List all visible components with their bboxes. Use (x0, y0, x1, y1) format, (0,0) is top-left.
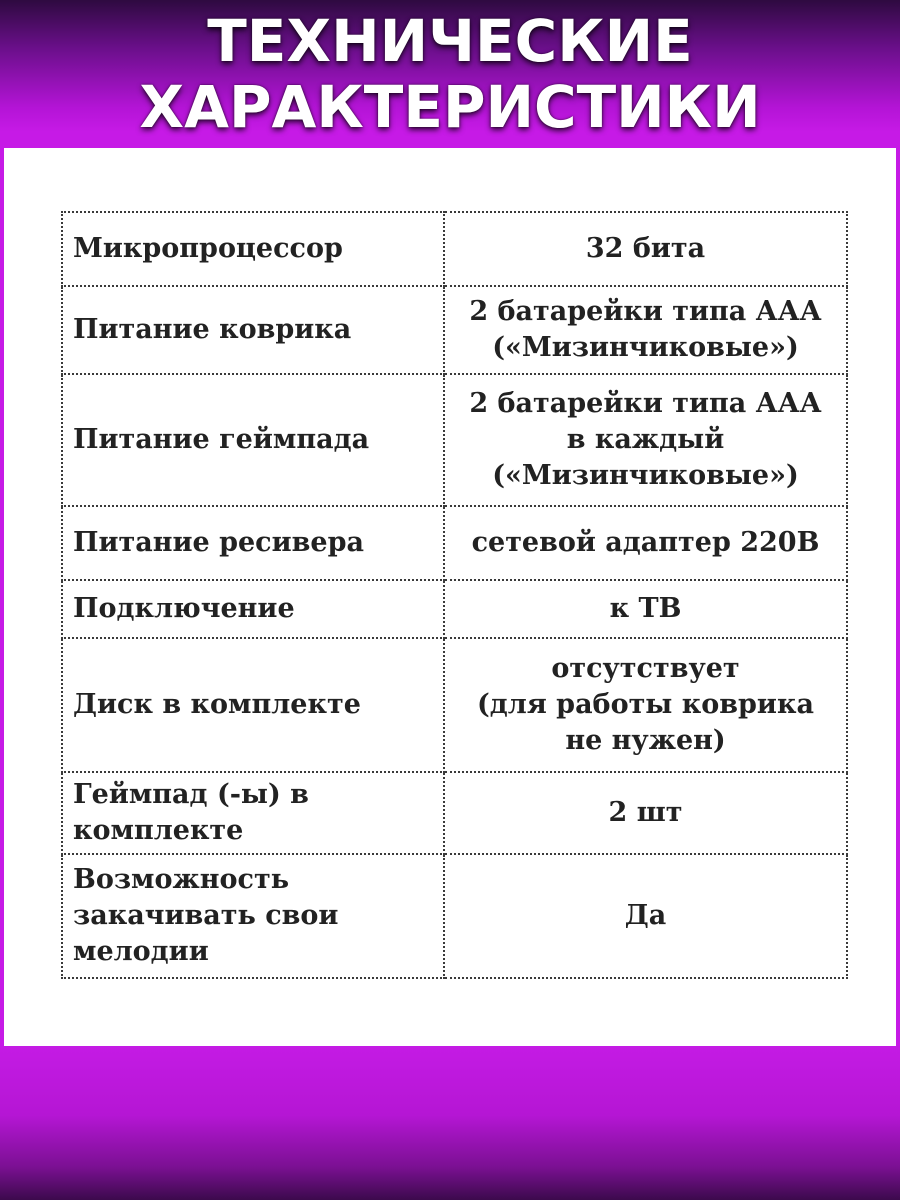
spec-label: Подключение (62, 580, 444, 638)
table-row (62, 286, 847, 374)
table-row (62, 772, 847, 854)
spec-value: к ТВ (444, 580, 847, 638)
spec-label: Диск в комплекте (62, 638, 444, 772)
table-row (62, 854, 847, 978)
specs-panel (4, 148, 896, 1046)
spec-value: 2 батарейки типа ААА («Мизинчиковые») (444, 286, 847, 374)
spec-label: Микропроцессор (62, 212, 444, 286)
spec-label: Геймпад (-ы) в комплекте (62, 772, 444, 854)
table-row (62, 638, 847, 772)
bottom-band (0, 1046, 900, 1200)
spec-label: Питание коврика (62, 286, 444, 374)
page-title (0, 8, 900, 140)
spec-label: Питание геймпада (62, 374, 444, 506)
spec-label: Возможность закачивать свои мелодии (62, 854, 444, 978)
spec-value: 2 шт (444, 772, 847, 854)
spec-value: Да (444, 854, 847, 978)
spec-label: Питание ресивера (62, 506, 444, 580)
title-line-2: ХАРАКТЕРИСТИКИ (139, 73, 761, 141)
spec-value: 2 батарейки типа ААА в каждый («Мизинчиковые») (444, 374, 847, 506)
spec-value: 32 бита (444, 212, 847, 286)
spec-value: отсутствует (для работы коврика не нужен) (444, 638, 847, 772)
table-row (62, 580, 847, 638)
spec-value: сетевой адаптер 220В (444, 506, 847, 580)
table-row (62, 506, 847, 580)
table-row (62, 374, 847, 506)
title-line-1: ТЕХНИЧЕСКИЕ (207, 7, 693, 75)
specs-table (61, 211, 848, 979)
table-row (62, 212, 847, 286)
